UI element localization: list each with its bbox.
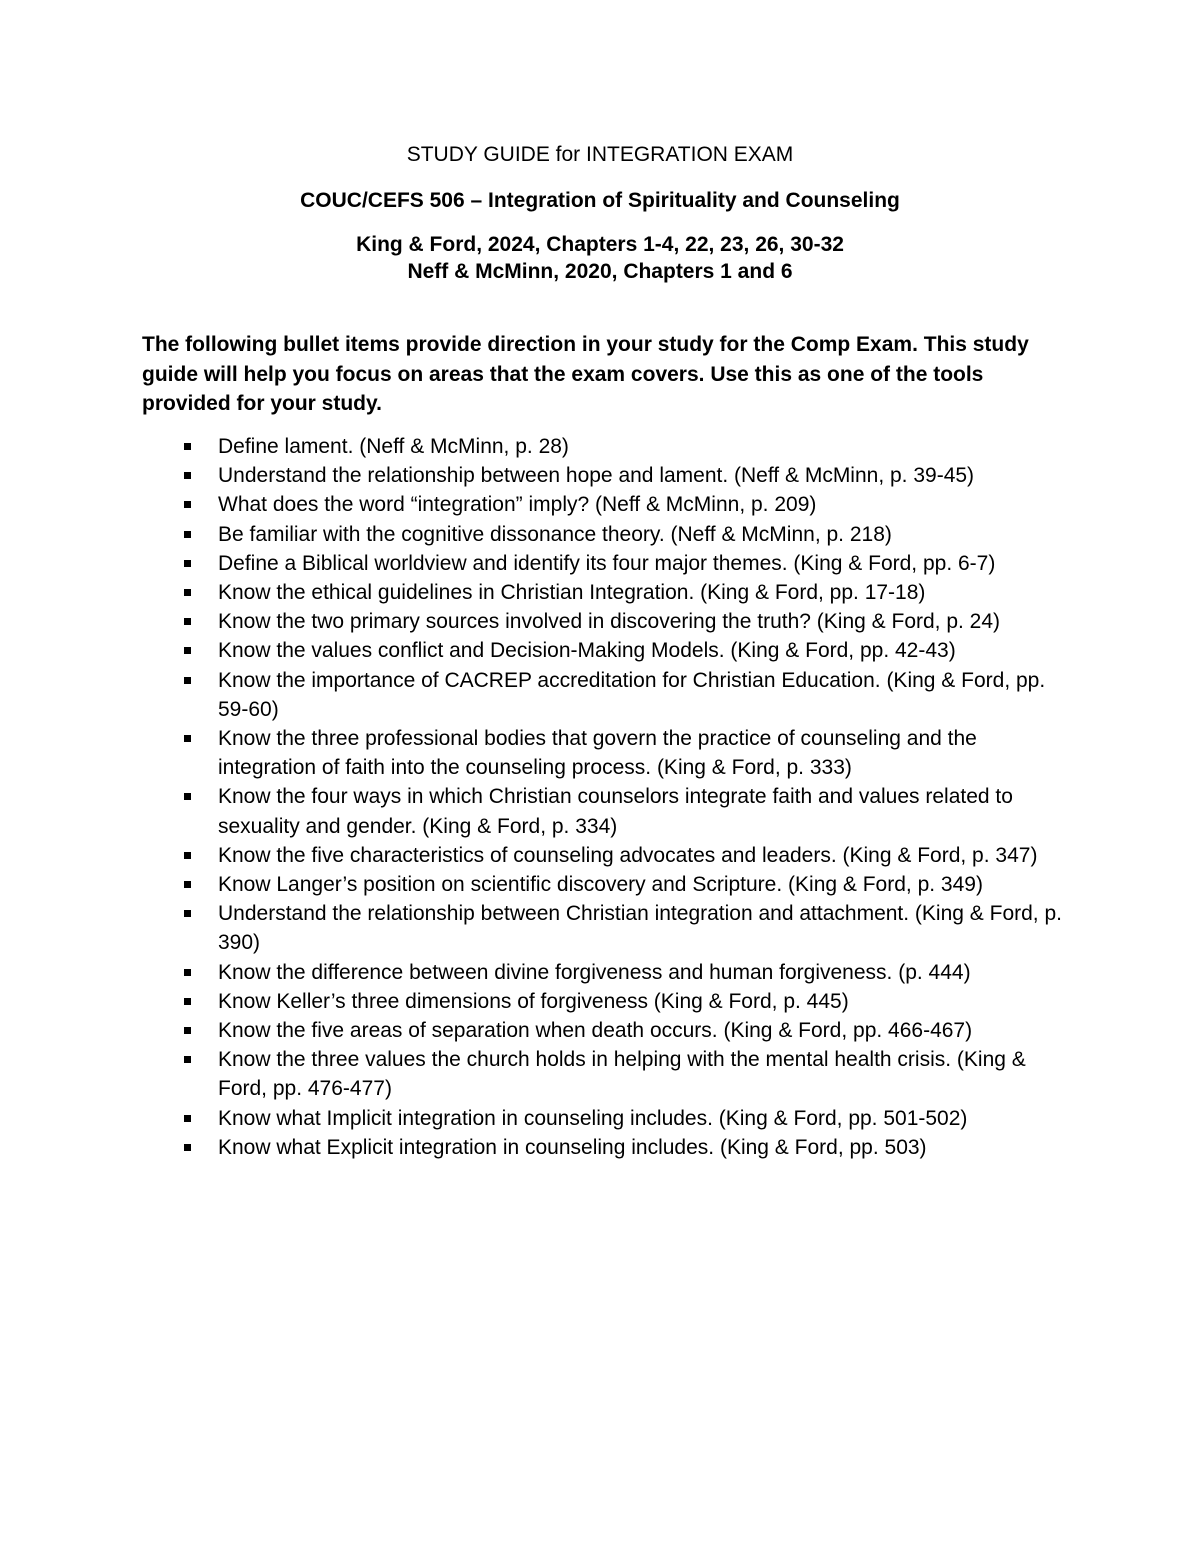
list-item <box>142 666 1082 724</box>
square-bullet-icon <box>184 969 191 976</box>
list-item <box>142 461 1082 490</box>
list-item <box>142 782 1082 840</box>
square-bullet-icon <box>184 501 191 508</box>
square-bullet-icon <box>184 443 191 450</box>
square-bullet-icon <box>184 1056 191 1063</box>
list-item-text: Know the three professional bodies that govern the practice of counseling and the integration of faith into the counseling process. (King & Ford, p. 333) <box>218 727 977 780</box>
list-item <box>142 520 1082 549</box>
square-bullet-icon <box>184 881 191 888</box>
square-bullet-icon <box>184 560 191 567</box>
square-bullet-icon <box>184 618 191 625</box>
list-item-text: Understand the relationship between hope and lament. (Neff & McMinn, p. 39-45) <box>218 464 975 488</box>
square-bullet-icon <box>184 852 191 859</box>
square-bullet-icon <box>184 589 191 596</box>
list-item-text: Know the values conflict and Decision-Making Models. (King & Ford, pp. 42-43) <box>218 639 956 663</box>
list-item <box>142 1133 1082 1162</box>
intro-paragraph: The following bullet items provide direction in your study for the Comp Exam. This study guide will help you focus on areas that the exam covers. Use this as one of the tools provided for your study. <box>142 333 1029 415</box>
reading-assignment-1: King & Ford, 2024, Chapters 1-4, 22, 23, 26, 30-32 <box>356 233 844 256</box>
square-bullet-icon <box>184 793 191 800</box>
list-item-text: What does the word “integration” imply? (Neff & McMinn, p. 209) <box>218 493 817 517</box>
list-item-text: Define a Biblical worldview and identify its four major themes. (King & Ford, pp. 6-7) <box>218 551 996 575</box>
list-item-text: Know the importance of CACREP accreditation for Christian Education. (King & Ford, pp. 59-60) <box>218 668 1046 721</box>
square-bullet-icon <box>184 677 191 684</box>
list-item <box>142 899 1082 957</box>
list-item-text: Know the difference between divine forgiveness and human forgiveness. (p. 444) <box>218 960 971 984</box>
list-item-text: Know the three values the church holds in helping with the mental health crisis. (King & Ford, pp. 476-477) <box>218 1048 1026 1101</box>
square-bullet-icon <box>184 531 191 538</box>
list-item-text: Know the five characteristics of counseling advocates and leaders. (King & Ford, p. 347) <box>218 843 1038 867</box>
square-bullet-icon <box>184 1115 191 1122</box>
square-bullet-icon <box>184 472 191 479</box>
list-item <box>142 724 1082 782</box>
list-item <box>142 1045 1082 1103</box>
square-bullet-icon <box>184 1144 191 1151</box>
list-item <box>142 841 1082 870</box>
list-item-text: Know the four ways in which Christian counselors integrate faith and values related to sexuality and gender. (King & Ford, p. 334) <box>218 785 1013 838</box>
list-item <box>142 870 1082 899</box>
list-item <box>142 987 1082 1016</box>
list-item-text: Be familiar with the cognitive dissonance theory. (Neff & McMinn, p. 218) <box>218 522 892 546</box>
list-item <box>142 432 1082 461</box>
list-item <box>142 958 1082 987</box>
list-item-text: Understand the relationship between Christian integration and attachment. (King & Ford, p. 390) <box>218 902 1062 955</box>
square-bullet-icon <box>184 735 191 742</box>
list-item-text: Know the ethical guidelines in Christian Integration. (King & Ford, pp. 17-18) <box>218 581 926 605</box>
list-item-text: Know Keller’s three dimensions of forgiveness (King & Ford, p. 445) <box>218 989 849 1013</box>
list-item-text: Define lament. (Neff & McMinn, p. 28) <box>218 435 569 458</box>
list-item <box>142 1016 1082 1045</box>
course-title: COUC/CEFS 506 – Integration of Spirituality and Counseling <box>300 189 900 212</box>
list-item <box>142 490 1082 519</box>
square-bullet-icon <box>184 998 191 1005</box>
list-item-text: Know what Explicit integration in counseling includes. (King & Ford, pp. 503) <box>218 1135 927 1159</box>
list-item <box>142 607 1082 636</box>
square-bullet-icon <box>184 910 191 917</box>
document-title: STUDY GUIDE for INTEGRATION EXAM <box>406 143 794 166</box>
study-items-list <box>142 432 1082 1162</box>
reading-assignment-2: Neff & McMinn, 2020, Chapters 1 and 6 <box>407 260 793 283</box>
square-bullet-icon <box>184 647 191 654</box>
list-item <box>142 636 1082 665</box>
square-bullet-icon <box>184 1027 191 1034</box>
list-item-text: Know Langer’s position on scientific discovery and Scripture. (King & Ford, p. 349) <box>218 873 983 897</box>
list-item <box>142 549 1082 578</box>
list-item <box>142 578 1082 607</box>
list-item-text: Know what Implicit integration in counseling includes. (King & Ford, pp. 501-502) <box>218 1106 968 1130</box>
list-item-text: Know the two primary sources involved in discovering the truth? (King & Ford, p. 24) <box>218 610 1001 634</box>
list-item-text: Know the five areas of separation when death occurs. (King & Ford, pp. 466-467) <box>218 1019 973 1043</box>
list-item <box>142 1104 1082 1133</box>
